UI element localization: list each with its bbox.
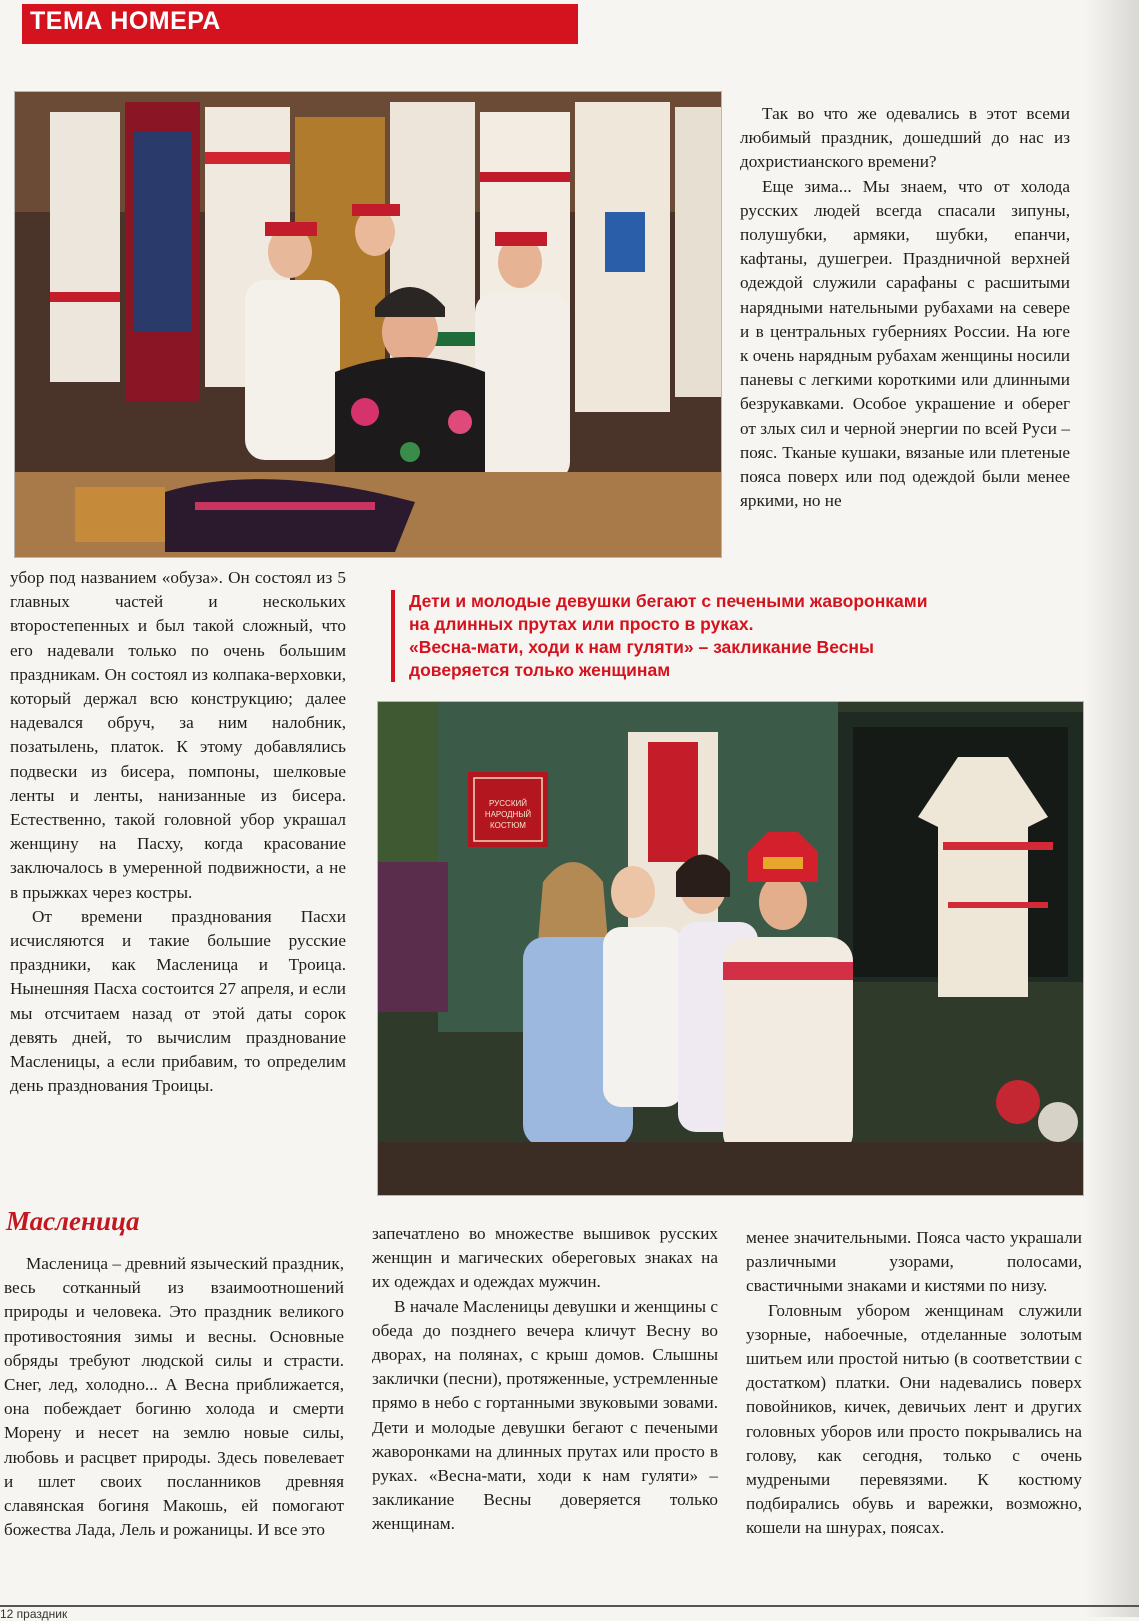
article-column-bottom-left (4, 1252, 344, 1542)
page-footer: 12 праздник (0, 1607, 68, 1621)
paragraph: запечатлено во множестве вышивок русских женщин и магических обереговых знаках на их одеждах и одеждах мужчин. (372, 1224, 718, 1292)
footer-rule (0, 1605, 1139, 1607)
sign-text-line: КОСТЮМ (490, 821, 526, 830)
paragraph: От времени празднования Пасхи исчисляются и такие большие русские праздники, как Масленица и Троица. Нынешняя Пасха состоится 27 апреля, и если мы отсчитаем назад от этой даты сорок девять дней, то вычислим празднование Масленицы, а если прибавим, то определим день празднования Троицы. (10, 906, 346, 1096)
paragraph: В начале Масленицы девушки и женщины с обеда до позднего вечера кличут Весну во дворах, на полянах, с крыш домов. Слышны заклички (песни), протяженные, устремленные прямо в небо с гортанными звуковыми зовами. Дети и молодые девушки бегают с печеными жаворонками на длинных прутах или просто в руках. «Весна-мати, ходи к нам гуляти» – закликание Весны доверяется только женщинам. (372, 1296, 718, 1534)
page-gutter-shadow (1085, 0, 1139, 1617)
article-column-bottom-middle (372, 1222, 718, 1537)
paragraph: менее значительными. Пояса часто украшали различными узорами, полосами, свастичными знаками и кистями по низу. (746, 1228, 1082, 1296)
article-column-bottom-right (746, 1226, 1082, 1541)
sign-text-line: РУССКИЙ (489, 799, 527, 808)
paragraph: убор под названием «обуза». Он состоял из 5 главных частей и нескольких второстепенных и был такой сложный, что его надевали только по очень большим праздникам. Он состоял из колпака-верховки, который держал всю конструкцию; далее надевался обруч, за ним налобник, позатылень, платок. К этому добавлялись подвески из бисера, помпоны, шелковые ленты и ленты, нанизанные из бисера. Естественно, такой головной убор украшал женщину на Пасху, когда красование заключалось в умеренной подвижности, а не в прыжках через костры. (10, 568, 346, 902)
photo-outdoor-folk-costumes (378, 702, 1083, 1195)
paragraph: Еще зима... Мы знаем, что от холода русских людей всегда спасали зипуны, полушубки, армяки, шубки, епанчи, кафтаны, душегреи. Праздничной верхней одеждой служили сарафаны с расшитыми нарядными нательными рубахами на севере и в центральных губерниях России. На юге к очень нарядным рубахам женщины носили паневы с легкими короткими или длинными безрукавками. Особое украшение и оберег от злых сил и черной энергии по всей Руси – пояс. Тканые кушаки, вязаные или плетеные пояса поверх или под одеждой были менее яркими, но не (740, 176, 1070, 511)
pull-quote-line: Дети и молодые девушки бегают с печеными жаворонками (409, 591, 928, 611)
section-title: ТЕМА НОМЕРА (30, 7, 221, 35)
section-header-bar (22, 4, 578, 44)
pull-quote-line: доверяется только женщинам (409, 660, 671, 680)
paragraph: Масленица – древний языческий праздник, весь сотканный из взаимоотношений природы и человека. Это праздник великого противостояния зимы и весны. Основные обряды требуют людской силы и страсти. Снег, лед, холодно... А Весна приближается, она побеждает богиню холода и смерти Морену и несет на землю новые силы, любовь и расцвет природы. Здесь повелевает и шлет своих посланников древняя славянская богиня Макошь, ей помогают божества Лада, Лель и рожаницы. И все это (4, 1254, 344, 1540)
sign-text-line: НАРОДНЫЙ (484, 810, 532, 819)
article-column-left-middle (10, 566, 346, 1098)
photo-costume-exhibition-image (15, 92, 721, 557)
paragraph: Так во что же одевались в этот всеми любимый праздник, дошедший до нас из дохристианского времени? (740, 104, 1070, 172)
pull-quote (391, 590, 1109, 682)
pull-quote-line: «Весна-мати, ходи к нам гуляти» – закликание Весны (409, 637, 874, 657)
article-column-top-right (740, 102, 1070, 513)
photo-outdoor-folk-costumes-image (378, 702, 1083, 1195)
paragraph: Головным убором женщинам служили узорные, набоечные, отделанные золотым шитьем или простой нитью (в соответствии с достатком) платки. Они надевались поверх повойников, кичек, девичьих лент и других головных уборов или просто покрывались на голову, как сегодня, только с очень мудреными перевязями. К костюму подбирались обувь и варежки, возможно, кошели на шнурах, поясах. (746, 1300, 1082, 1538)
section-heading: Масленица (6, 1206, 140, 1236)
photo-costume-exhibition (15, 92, 721, 557)
pull-quote-line: на длинных прутах или просто в руках. (409, 614, 754, 634)
